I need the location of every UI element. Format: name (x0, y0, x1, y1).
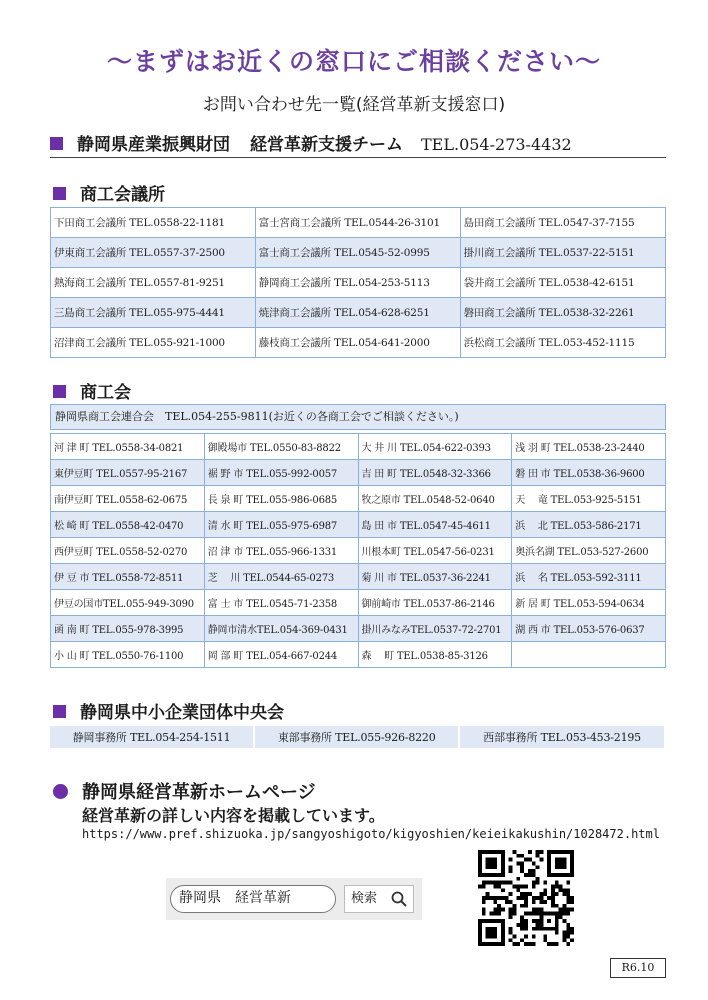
search-button[interactable] (344, 885, 414, 913)
chamber-cell: 富士宮商工会議所 TEL.0544-26-3101 (255, 208, 460, 238)
commerce-cell: 南伊豆町 TEL.0558-62-0675 (51, 486, 205, 512)
commerce-cell: 函 南 町 TEL.055-978-3995 (51, 616, 205, 642)
commerce-cell: 東伊豆町 TEL.0557-95-2167 (51, 460, 205, 486)
commerce-cell: 小 山 町 TEL.0550-76-1100 (51, 642, 205, 668)
table-row (51, 298, 666, 328)
commerce-heading (53, 378, 131, 403)
commerce-cell: 掛川みなみTEL.0537-72-2701 (358, 616, 512, 642)
chamber-cell: 熱海商工会議所 TEL.0557-81-9251 (51, 268, 256, 298)
chuo-office: 東部事務所 TEL.055-926-8220 (255, 726, 460, 748)
revision-date: R6.10 (610, 958, 666, 978)
search-box (166, 878, 422, 920)
homepage-heading-label: 静岡県経営革新ホームページ (82, 782, 316, 803)
table-row (51, 538, 666, 564)
chamber-cell: 沼津商工会議所 TEL.055-921-1000 (51, 328, 256, 358)
chamber-cell: 焼津商工会議所 TEL.054-628-6251 (255, 298, 460, 328)
commerce-cell: 芝 川 TEL.0544-65-0273 (204, 564, 358, 590)
commerce-cell: 富 士 市 TEL.0545-71-2358 (204, 590, 358, 616)
homepage-description: 経営革新の詳しい内容を掲載しています。 (82, 806, 385, 825)
federation-contact: 静岡県商工会連合会 TEL.054-255-9811(お近くの各商工会でご相談ください。) (50, 404, 666, 430)
commerce-cell: 伊 豆 市 TEL.0558-72-8511 (51, 564, 205, 590)
chamber-cell: 磐田商工会議所 TEL.0538-32-2261 (460, 298, 665, 328)
chambers-heading-label: 商工会議所 (80, 185, 165, 205)
circle-bullet-icon (53, 784, 68, 799)
table-row (51, 564, 666, 590)
chamber-cell: 富士商工会議所 TEL.0545-52-0995 (255, 238, 460, 268)
table-row (51, 434, 666, 460)
commerce-cell: 沼 津 市 TEL.055-966-1331 (204, 538, 358, 564)
chamber-cell: 下田商工会議所 TEL.0558-22-1181 (51, 208, 256, 238)
page-subtitle: お問い合わせ先一覧(経営革新支援窓口) (202, 95, 506, 115)
table-row (51, 268, 666, 298)
page-title: ～まずはお近くの窓口にご相談ください～ (106, 47, 601, 76)
commerce-cell: 磐 田 市 TEL.0538-36-9600 (512, 460, 666, 486)
commerce-cell: 御前崎市 TEL.0537-86-2146 (358, 590, 512, 616)
table-row (51, 486, 666, 512)
square-bullet-icon (53, 187, 66, 200)
commerce-cell: 河 津 町 TEL.0558-34-0821 (51, 434, 205, 460)
commerce-cell: 裾 野 市 TEL.055-992-0057 (204, 460, 358, 486)
commerce-cell: 湖 西 市 TEL.053-576-0637 (512, 616, 666, 642)
square-bullet-icon (53, 385, 66, 398)
table-row (51, 208, 666, 238)
homepage-heading (53, 778, 316, 804)
commerce-cell: 川根本町 TEL.0547-56-0231 (358, 538, 512, 564)
commerce-cell: 御殿場市 TEL.0550-83-8822 (204, 434, 358, 460)
chamber-cell: 藤枝商工会議所 TEL.054-641-2000 (255, 328, 460, 358)
table-row (51, 238, 666, 268)
chamber-cell: 静岡商工会議所 TEL.054-253-5113 (255, 268, 460, 298)
chuo-heading-label: 静岡県中小企業団体中央会 (80, 703, 284, 723)
search-icon (391, 891, 407, 907)
commerce-cell (512, 642, 666, 668)
commerce-cell: 長 泉 町 TEL.055-986-0685 (204, 486, 358, 512)
commerce-cell: 森 町 TEL.0538-85-3126 (358, 642, 512, 668)
chamber-cell: 伊東商工会議所 TEL.0557-37-2500 (51, 238, 256, 268)
commerce-cell: 浅 羽 町 TEL.0538-23-2440 (512, 434, 666, 460)
table-row (51, 460, 666, 486)
table-row (51, 512, 666, 538)
search-button-label: 検索 (351, 891, 378, 906)
commerce-cell: 奥浜名湖 TEL.053-527-2600 (512, 538, 666, 564)
chuo-table (50, 726, 666, 748)
commerce-cell: 松 崎 町 TEL.0558-42-0470 (51, 512, 205, 538)
commerce-cell: 西伊豆町 TEL.0558-52-0270 (51, 538, 205, 564)
foundation-tel: TEL.054-273-4432 (421, 135, 572, 154)
chamber-cell: 島田商工会議所 TEL.0547-37-7155 (460, 208, 665, 238)
square-bullet-icon (50, 137, 63, 150)
chuo-office: 西部事務所 TEL.053-453-2195 (460, 726, 666, 748)
homepage-url[interactable]: https://www.pref.shizuoka.jp/sangyoshigoto/kigyoshien/keieikakushin/1028472.html (82, 827, 660, 841)
commerce-cell: 清 水 町 TEL.055-975-6987 (204, 512, 358, 538)
chambers-table (50, 207, 666, 358)
chamber-cell: 浜松商工会議所 TEL.053-452-1115 (460, 328, 665, 358)
commerce-cell: 静岡市清水TEL.054-369-0431 (204, 616, 358, 642)
commerce-cell: 菊 川 市 TEL.0537-36-2241 (358, 564, 512, 590)
table-row (51, 642, 666, 668)
commerce-cell: 大 井 川 TEL.054-622-0393 (358, 434, 512, 460)
commerce-cell: 牧之原市 TEL.0548-52-0640 (358, 486, 512, 512)
table-row (51, 590, 666, 616)
search-input[interactable]: 静岡県 経営革新 (170, 885, 336, 913)
foundation-org: 静岡県産業振興財団 (77, 135, 230, 155)
commerce-cell: 島 田 市 TEL.0547-45-4611 (358, 512, 512, 538)
commerce-heading-label: 商工会 (80, 383, 131, 403)
foundation-contact (50, 130, 666, 158)
qr-code-icon[interactable] (478, 850, 574, 946)
chamber-cell: 三島商工会議所 TEL.055-975-4441 (51, 298, 256, 328)
chamber-cell: 袋井商工会議所 TEL.0538-42-6151 (460, 268, 665, 298)
commerce-cell: 天 竜 TEL.053-925-5151 (512, 486, 666, 512)
commerce-cell: 浜 名 TEL.053-592-3111 (512, 564, 666, 590)
foundation-team: 経営革新支援チーム (250, 135, 403, 155)
chuo-heading (53, 698, 284, 723)
commerce-cell: 浜 北 TEL.053-586-2171 (512, 512, 666, 538)
commerce-cell: 吉 田 町 TEL.0548-32-3366 (358, 460, 512, 486)
chambers-heading (53, 180, 165, 205)
table-row (51, 616, 666, 642)
commerce-table (50, 433, 666, 668)
chamber-cell: 掛川商工会議所 TEL.0537-22-5151 (460, 238, 665, 268)
commerce-cell: 伊豆の国市TEL.055-949-3090 (51, 590, 205, 616)
chuo-office: 静岡事務所 TEL.054-254-1511 (50, 726, 255, 748)
commerce-cell: 新 居 町 TEL.053-594-0634 (512, 590, 666, 616)
square-bullet-icon (53, 705, 66, 718)
table-row (51, 328, 666, 358)
commerce-cell: 岡 部 町 TEL.054-667-0244 (204, 642, 358, 668)
